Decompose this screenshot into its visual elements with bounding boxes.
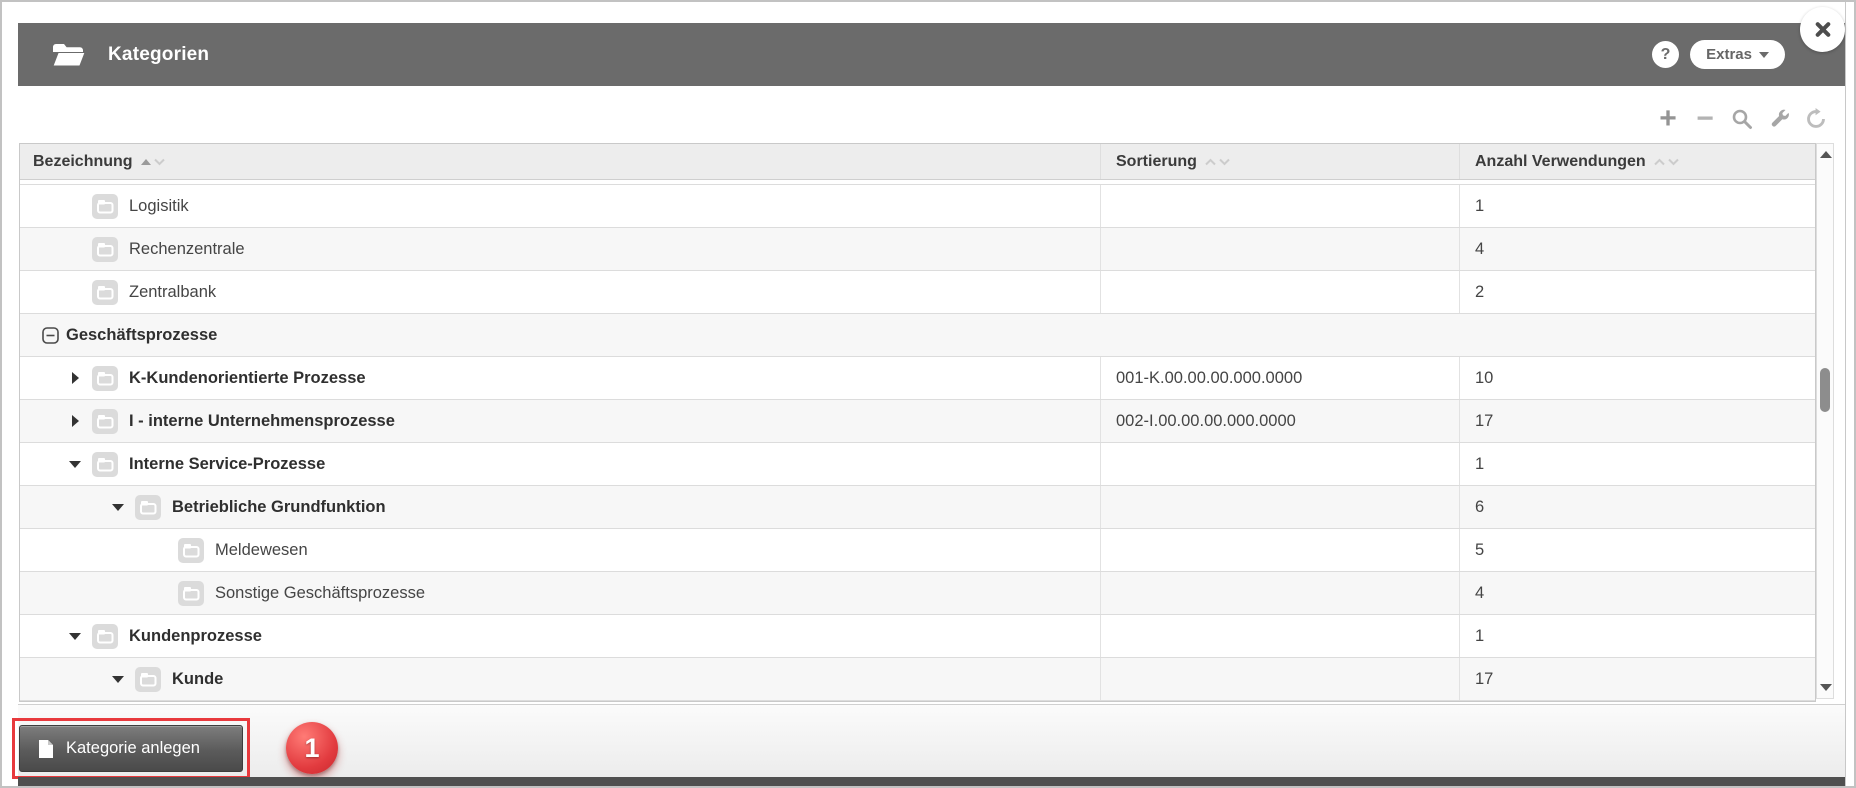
column-header-bezeichnung[interactable]: Bezeichnung: [20, 144, 1100, 179]
sortierung-cell: 002-I.00.00.00.000.0000: [1100, 400, 1459, 442]
sortierung-cell: [1100, 185, 1459, 227]
folder-icon: [91, 406, 119, 436]
scrollbar-thumb[interactable]: [1820, 368, 1830, 412]
anzahl-cell: 4: [1459, 228, 1815, 270]
add-icon: +: [1659, 102, 1677, 135]
window-bottom-edge: [18, 777, 1845, 788]
sortierung-cell: [1100, 658, 1459, 700]
table-row[interactable]: [20, 486, 1815, 529]
anzahl-cell: 17: [1459, 400, 1815, 442]
category-label: K-Kundenorientierte Prozesse: [129, 368, 366, 387]
window-title: Kategorien: [108, 43, 210, 65]
table-row[interactable]: [20, 400, 1815, 443]
sortierung-cell: [1100, 443, 1459, 485]
column-header-anzahl-verwendungen[interactable]: Anzahl Verwendungen: [1459, 144, 1815, 179]
collapse-arrow-icon[interactable]: [67, 459, 83, 469]
refresh-button[interactable]: [1804, 106, 1828, 132]
folder-icon: [91, 363, 119, 393]
add-button[interactable]: [1656, 102, 1680, 135]
folder-icon: [134, 664, 162, 694]
anzahl-cell: 1: [1459, 443, 1815, 485]
table-toolbar: [1656, 102, 1828, 135]
collapse-arrow-icon[interactable]: [67, 631, 83, 641]
help-icon: ?: [1660, 45, 1671, 63]
collapse-arrow-icon[interactable]: [110, 674, 126, 684]
folder-icon: [177, 578, 205, 608]
category-label: Kundenprozesse: [129, 626, 262, 645]
folder-icon: [134, 492, 162, 522]
category-label: Meldewesen: [215, 540, 308, 559]
folder-icon: [50, 40, 86, 69]
sort-indicator-icon: [140, 158, 166, 166]
window-right-edge: [1845, 2, 1846, 788]
anzahl-cell: 17: [1459, 658, 1815, 700]
categories-table: [19, 143, 1816, 702]
anzahl-cell: 1: [1459, 615, 1815, 657]
titlebar: [18, 23, 1845, 86]
table-row[interactable]: [20, 658, 1815, 701]
sortierung-cell: [1100, 529, 1459, 571]
remove-button[interactable]: [1693, 102, 1717, 135]
footer: [18, 705, 1845, 777]
folder-icon: [177, 535, 205, 565]
refresh-icon: [1805, 108, 1827, 130]
anzahl-cell: 2: [1459, 271, 1815, 313]
category-label: Betriebliche Grundfunktion: [172, 497, 386, 516]
table-row[interactable]: [20, 271, 1815, 314]
sortierung-cell: [1100, 572, 1459, 614]
sort-indicator-icon: [1204, 158, 1231, 166]
folder-icon: [91, 191, 119, 221]
table-row[interactable]: [20, 185, 1815, 228]
sortierung-cell: [1100, 486, 1459, 528]
collapse-arrow-icon[interactable]: [110, 502, 126, 512]
table-row[interactable]: [20, 443, 1815, 486]
search-icon: [1731, 108, 1753, 130]
chevron-down-icon: [1759, 52, 1769, 58]
sortierung-cell: [1100, 228, 1459, 270]
sortierung-cell: 001-K.00.00.00.000.0000: [1100, 357, 1459, 399]
scroll-up-icon[interactable]: [1820, 151, 1832, 158]
anzahl-cell: 6: [1459, 486, 1815, 528]
settings-button[interactable]: [1767, 106, 1791, 132]
extras-button[interactable]: Extras: [1690, 40, 1785, 69]
anzahl-cell: 5: [1459, 529, 1815, 571]
remove-icon: −: [1696, 102, 1714, 135]
category-label: Sonstige Geschäftsprozesse: [215, 583, 426, 602]
table-row[interactable]: [20, 357, 1815, 400]
annotation-step-badge: 1: [286, 722, 338, 774]
table-row[interactable]: [20, 572, 1815, 615]
collapse-group-icon[interactable]: [42, 327, 59, 344]
vertical-scrollbar[interactable]: [1816, 143, 1834, 699]
scroll-down-icon[interactable]: [1820, 684, 1832, 691]
table-row[interactable]: [20, 615, 1815, 658]
table-header-row: [20, 144, 1815, 180]
close-button[interactable]: [1800, 7, 1845, 52]
create-category-button[interactable]: Kategorie anlegen: [19, 725, 243, 772]
anzahl-cell: 1: [1459, 185, 1815, 227]
wrench-icon: [1769, 109, 1790, 130]
category-label: I - interne Unternehmensprozesse: [129, 411, 395, 430]
table-row[interactable]: [20, 228, 1815, 271]
anzahl-cell: 10: [1459, 357, 1815, 399]
folder-icon: [91, 621, 119, 651]
search-button[interactable]: [1730, 106, 1754, 132]
group-label: Geschäftsprozesse: [66, 325, 218, 344]
help-button[interactable]: [1652, 41, 1679, 68]
category-label: Zentralbank: [129, 282, 217, 301]
expand-arrow-icon[interactable]: [67, 414, 83, 428]
table-body: [20, 180, 1815, 701]
column-header-sortierung[interactable]: Sortierung: [1100, 144, 1459, 179]
expand-arrow-icon[interactable]: [67, 371, 83, 385]
category-label: Rechenzentrale: [129, 239, 245, 258]
folder-icon: [91, 449, 119, 479]
annotation-highlight: [12, 718, 250, 779]
sortierung-cell: [1100, 615, 1459, 657]
folder-icon: [91, 277, 119, 307]
category-label: Kunde: [172, 669, 224, 688]
category-label: Interne Service-Prozesse: [129, 454, 326, 473]
anzahl-cell: 4: [1459, 572, 1815, 614]
table-row[interactable]: [20, 529, 1815, 572]
sort-indicator-icon: [1653, 158, 1680, 166]
sortierung-cell: [1100, 271, 1459, 313]
folder-icon: [91, 234, 119, 264]
document-icon: [38, 739, 54, 759]
category-label: Logisitik: [129, 196, 189, 215]
group-row[interactable]: [20, 314, 1815, 357]
